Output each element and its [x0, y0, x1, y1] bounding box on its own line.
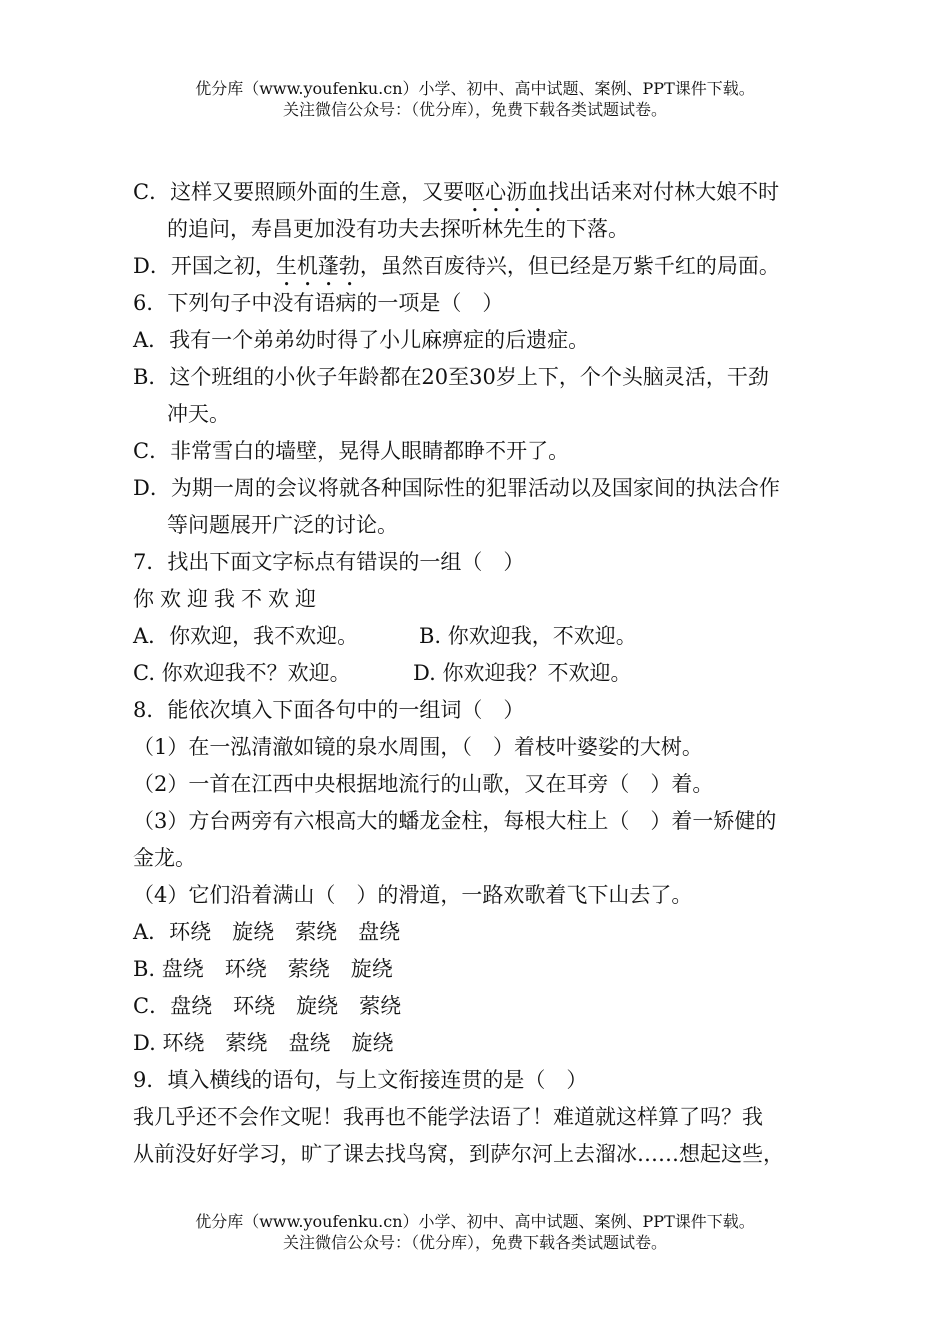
question-9-stem: 9．填入横线的语句，与上文衔接连贯的是（ ）: [133, 1068, 588, 1092]
question-6-option-c: C．非常雪白的墙壁，晃得人眼睛都睁不开了。: [133, 439, 570, 463]
header-line-2: 关注微信公众号：（优分库），免费下载各类试题试卷。: [282, 100, 667, 119]
question-8-option-a: A．环绕 旋绕 萦绕 盘绕: [133, 920, 401, 944]
question-9-passage-line-2: 从前没好好学习，旷了课去找鸟窝，到萨尔河上去溜冰……想起这些，: [133, 1142, 784, 1166]
question-8-sentence-3-cont: 金龙。: [133, 846, 196, 870]
question-7-option-c: C. 你欢迎我不？欢迎。: [133, 661, 351, 685]
footer-line-2: 关注微信公众号：（优分库），免费下载各类试题试卷。: [282, 1233, 667, 1252]
question-6-stem: 6．下列句子中没有语病的一项是（ ）: [133, 291, 504, 315]
question-8-option-c: C．盘绕 环绕 旋绕 萦绕: [133, 994, 402, 1018]
question-8-option-b: B. 盘绕 环绕 萦绕 旋绕: [133, 957, 393, 981]
question-7-text: 你欢迎我不欢迎: [133, 587, 322, 611]
question-6-option-b: B．这个班组的小伙子年龄都在20至30岁上下，个个头脑灵活，干劲: [133, 365, 769, 389]
question-8-sentence-2: （2）一首在江西中央根据地流行的山歌，又在耳旁（ ）着。: [133, 772, 714, 796]
emphasized-phrase: 生机蓬勃: [275, 254, 360, 278]
document-body: [133, 174, 823, 1173]
question-7-options-ab: [133, 618, 823, 655]
emphasized-phrase: 呕心沥血: [464, 180, 549, 204]
header-line-1: 优分库（www.youfenku.cn）小学、初中、高中试题、案例、PPT课件下载。: [195, 79, 755, 98]
question-7-options-cd: [133, 655, 823, 692]
question-5-option-c: C．这样又要照顾外面的生意，又要呕心沥血找出话来对付林大娘不时: [133, 180, 780, 204]
question-7-option-a: A．你欢迎，我不欢迎。: [133, 624, 359, 648]
question-8-option-d: D. 环绕 萦绕 盘绕 旋绕: [133, 1031, 394, 1055]
question-6-option-a: A．我有一个弟弟幼时得了小儿麻痹症的后遗症。: [133, 328, 590, 352]
page-footer: [0, 1211, 950, 1253]
question-7-stem: 7．找出下面文字标点有错误的一组（ ）: [133, 550, 525, 574]
question-8-sentence-1: （1）在一泓清澈如镜的泉水周围，（ ）着枝叶婆娑的大树。: [133, 735, 703, 759]
question-7-option-d: D. 你欢迎我？不欢迎。: [413, 661, 632, 685]
footer-line-1: 优分库（www.youfenku.cn）小学、初中、高中试题、案例、PPT课件下载。: [195, 1212, 755, 1231]
question-8-stem: 8．能依次填入下面各句中的一组词（ ）: [133, 698, 525, 722]
question-9-passage-line-1: 我几乎还不会作文呢！我再也不能学法语了！难道就这样算了吗？我: [133, 1105, 763, 1129]
question-5-option-c-cont: 的追问，寿昌更加没有功夫去探听林先生的下落。: [167, 217, 629, 241]
question-6-option-d-cont: 等问题展开广泛的讨论。: [167, 513, 398, 537]
question-7-option-b: B. 你欢迎我，不欢迎。: [419, 624, 637, 648]
question-8-sentence-4: （4）它们沿着满山（ ）的滑道，一路欢歌着飞下山去了。: [133, 883, 693, 907]
question-6-option-b-cont: 冲天。: [167, 402, 230, 426]
question-6-option-d: D．为期一周的会议将就各种国际性的犯罪活动以及国家间的执法合作: [133, 476, 780, 500]
question-5-option-d: D．开国之初，生机蓬勃，虽然百废待兴，但已经是万紫千红的局面。: [133, 254, 780, 278]
question-8-sentence-3: （3）方台两旁有六根高大的蟠龙金柱，每根大柱上（ ）着一矫健的: [133, 809, 777, 833]
page-header: [0, 78, 950, 120]
